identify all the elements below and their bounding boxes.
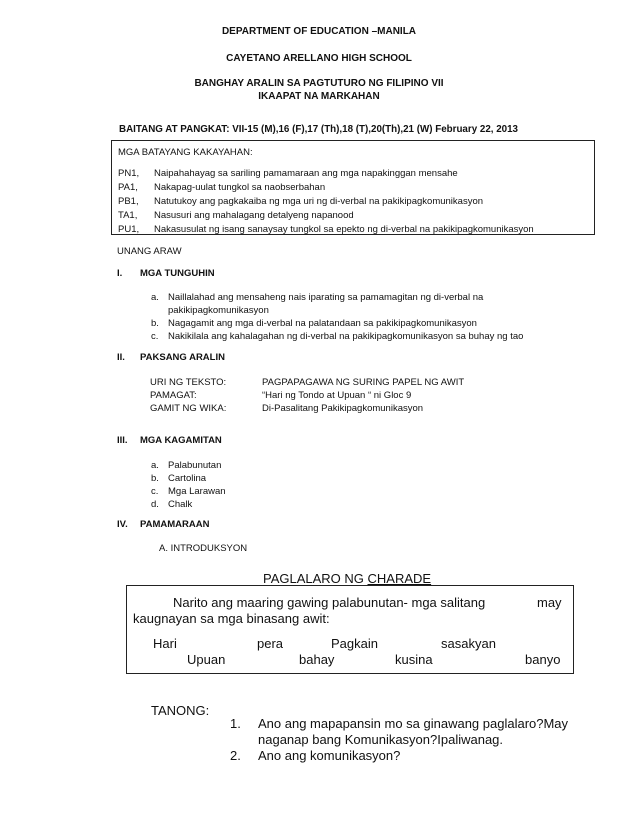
objective-letter: c.	[151, 331, 159, 342]
material-text: Palabunutan	[168, 460, 222, 471]
question-text: Ano ang komunikasyon?	[258, 748, 401, 763]
competencies-box	[111, 140, 595, 235]
charade-word: Upuan	[187, 652, 226, 667]
section-4-number: IV.	[117, 519, 128, 530]
section-3-number: III.	[117, 435, 128, 446]
objective-letter: b.	[151, 318, 159, 329]
topic-value: Di-Pasalitang Pakikipagkomunikasyon	[262, 403, 424, 414]
topic-label: GAMIT NG WIKA:	[150, 403, 227, 414]
charade-word: bahay	[299, 652, 335, 667]
section-2-number: II.	[117, 352, 125, 363]
question-number: 1.	[230, 716, 241, 731]
activity-instruction-line2: kaugnayan sa mga binasang awit:	[133, 611, 330, 626]
competencies-title: MGA BATAYANG KAKAYAHAN:	[118, 147, 253, 158]
competency-text: Nasusuri ang mahalagang detalyeng napanood	[154, 210, 354, 221]
activity-instruction-line1: Narito ang maaring gawing palabunutan- mga salitang	[173, 595, 486, 610]
charade-word: Hari	[153, 636, 177, 651]
material-text: Chalk	[168, 499, 193, 510]
topic-label: URI NG TEKSTO:	[150, 377, 227, 388]
material-text: Cartolina	[168, 473, 207, 484]
objective-text: Naillalahad ang mensaheng nais iparating sa pamamagitan ng di-verbal na	[168, 292, 484, 303]
grade-section-line: BAITANG AT PANGKAT: VII-15 (M),16 (F),17 (Th),18 (T),20(Th),21 (W) February 22, 2013	[119, 124, 519, 135]
questions-label: TANONG:	[151, 703, 210, 718]
question-number: 2.	[230, 748, 241, 763]
material-letter: b.	[151, 473, 159, 484]
competency-text: Naipahahayag sa sariling pamamaraan ang mga napakinggan mensahe	[154, 168, 458, 179]
topic-value: PAGPAPAGAWA NG SURING PAPEL NG AWIT	[262, 377, 465, 388]
charade-word: Pagkain	[331, 636, 378, 651]
competency-text: Natutukoy ang pagkakaiba ng mga uri ng di-verbal na pakikipagkomunikasyon	[154, 196, 484, 207]
question-text-cont: naganap bang Komunikasyon?Ipaliwanag.	[258, 732, 504, 747]
activity-title-prefix: PAGLALARO NG	[263, 571, 368, 586]
subsection-introduction: A. INTRODUKSYON	[159, 543, 248, 554]
header-plan-title: BANGHAY ARALIN SA PAGTUTURO NG FILIPINO VII	[194, 78, 444, 89]
charade-word: banyo	[525, 652, 561, 667]
topic-label: PAMAGAT:	[150, 390, 197, 401]
topic-value: “Hari ng Tondo at Upuan “ ni Gloc 9	[262, 390, 412, 401]
competency-code: PU1,	[118, 224, 140, 235]
section-3-title: MGA KAGAMITAN	[140, 435, 222, 446]
section-1-number: I.	[117, 268, 123, 279]
objective-letter: a.	[151, 292, 159, 303]
activity-title	[263, 571, 431, 586]
objective-text: Nakikilala ang kahalagahan ng di-verbal na pakikipagkomunikasyon sa buhay ng tao	[168, 331, 524, 342]
header-school: CAYETANO ARELLANO HIGH SCHOOL	[226, 53, 412, 64]
competency-code: PA1,	[118, 182, 138, 193]
question-text: Ano ang mapapansin mo sa ginawang paglalaro?May	[258, 716, 569, 731]
competency-code: TA1,	[118, 210, 138, 221]
material-letter: a.	[151, 460, 159, 471]
section-2-title: PAKSANG ARALIN	[140, 352, 225, 363]
objective-text-cont: pakikipagkomunikasyon	[168, 305, 269, 316]
competency-text: Nakapag-uulat tungkol sa naobserbahan	[154, 182, 326, 193]
material-letter: d.	[151, 499, 159, 510]
section-1-title: MGA TUNGUHIN	[140, 268, 215, 279]
competency-code: PN1,	[118, 168, 140, 179]
material-text: Mga Larawan	[168, 486, 226, 497]
material-letter: c.	[151, 486, 159, 497]
activity-box	[126, 585, 574, 674]
charade-word: sasakyan	[441, 636, 496, 651]
charade-word: kusina	[395, 652, 433, 667]
charade-word: pera	[257, 636, 284, 651]
activity-title-underlined: CHARADE	[367, 571, 432, 586]
header-department: DEPARTMENT OF EDUCATION –MANILA	[221, 26, 417, 37]
day-label: UNANG ARAW	[117, 246, 182, 257]
header-quarter: IKAAPAT NA MARKAHAN	[258, 91, 380, 102]
section-4-title: PAMAMARAAN	[140, 519, 210, 530]
competency-code: PB1,	[118, 196, 139, 207]
activity-instruction-line1-end: may	[537, 595, 562, 610]
competency-text: Nakasusulat ng isang sanaysay tungkol sa epekto ng di-verbal na pakikipagkomunikasyon	[154, 224, 534, 235]
objective-text: Nagagamit ang mga di-verbal na palatandaan sa pakikipagkomunikasyon	[168, 318, 477, 329]
